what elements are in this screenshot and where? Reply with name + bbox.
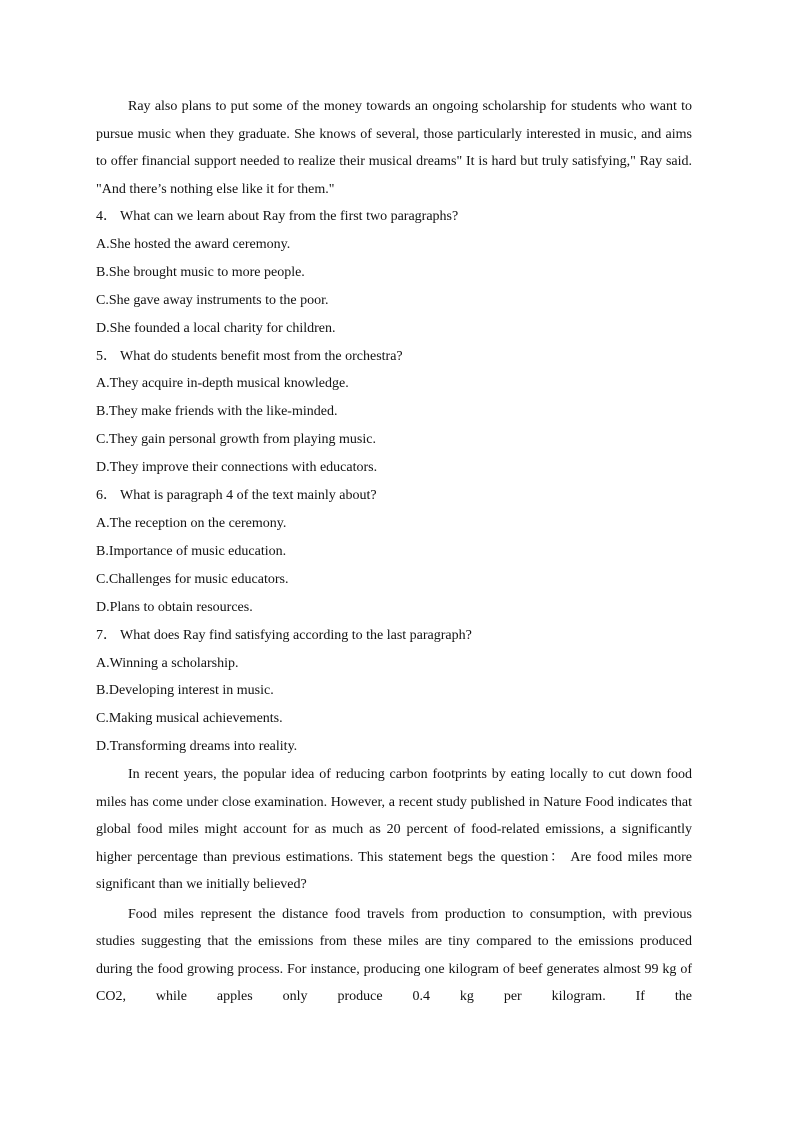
option-c: C.Challenges for music educators. [96,571,289,587]
question-5 [96,343,692,483]
option-b: B.Importance of music education. [96,543,287,559]
question-6 [96,482,692,622]
option-a: A.Winning a scholarship. [96,655,239,671]
document-page [96,93,692,1011]
question-text: What do students benefit most from the orchestra? [120,348,403,364]
question-number: 5． [96,348,117,364]
passage-paragraph-2: Food miles represent the distance food travels from production to consumption, with previous studies suggesting that the emissions from these miles are tiny compared to the emissions produced during the food growing process. For instance, producing one kilogram of beef generates almost 99 kg of CO2, while apples only produce 0.4 kg per kilogram. If the [96,906,692,1005]
option-b: B.They make friends with the like-minded. [96,404,338,420]
option-c: C.She gave away instruments to the poor. [96,292,329,308]
option-d: D.Transforming dreams into reality. [96,739,298,755]
passage-paragraph-1: In recent years, the popular idea of reducing carbon footprints by eating locally to cut down food miles has come under close examination. However, a recent study published in Nature Food indicates that global food miles might account for as much as 20 percent of food-related emissions, a significantly higher percentage than previous estimations. This statement begs the question： Are food miles more significant than we initially believed? [96,767,692,893]
option-c: C.Making musical achievements. [96,711,283,727]
question-text: What is paragraph 4 of the text mainly about? [120,488,377,504]
option-a: A.They acquire in-depth musical knowledge. [96,376,349,392]
option-b: B.She brought music to more people. [96,264,305,280]
option-d: D.Plans to obtain resources. [96,599,253,615]
option-d: D.She founded a local charity for children. [96,320,336,336]
question-number: 4． [96,209,117,224]
passage-closing-paragraph: Ray also plans to put some of the money towards an ongoing scholarship for students who want to pursue music when they graduate. She knows of several, those particularly interested in music, and aims to offer financial support needed to realize their musical dreams" It is hard but truly satisfying," Ray said. "And there’s nothing else like it for them." [96,99,692,197]
question-number: 7． [96,627,117,643]
question-7 [96,622,692,762]
option-a: A.The reception on the ceremony. [96,515,287,531]
option-c: C.They gain personal growth from playing music. [96,432,376,448]
question-text: What can we learn about Ray from the first two paragraphs? [120,209,459,224]
option-d: D.They improve their connections with educators. [96,460,378,476]
question-4 [96,203,692,343]
question-text: What does Ray find satisfying according to the last paragraph? [120,627,472,643]
question-number: 6． [96,488,117,504]
option-a: A.She hosted the award ceremony. [96,236,291,252]
option-b: B.Developing interest in music. [96,683,274,699]
